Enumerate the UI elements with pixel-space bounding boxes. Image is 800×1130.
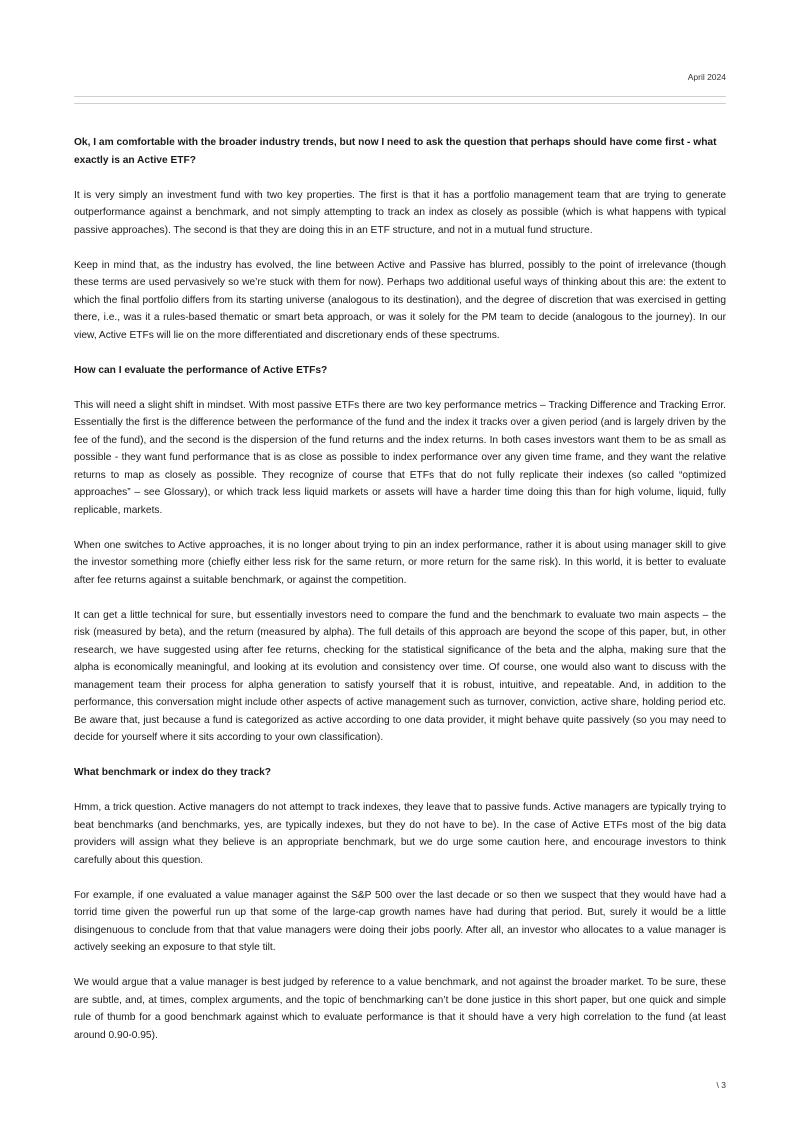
paragraph: For example, if one evaluated a value manager against the S&P 500 over the last decade or so then we suspect that they would have had a torrid time given the powerful run up that some of the large-cap growth names have had during that period. But, surely it would be a little disingenuous to conclude from that that value managers were doing their jobs poorly. After all, an investor who allocates to a value manager is actively seeking an exposure to that style tilt.: [74, 889, 726, 953]
paragraph: Hmm, a trick question. Active managers do not attempt to track indexes, they leave that to passive funds. Active managers are typically trying to beat benchmarks (and benchmarks, yes, are typically indexes, but they do not have to be). In the case of Active ETFs most of the big data providers will assign what they believe is an appropriate benchmark, but we do urge some caution here, and encourage investors to think carefully about this question.: [74, 802, 726, 866]
question-heading-benchmark: What benchmark or index do they track?: [74, 767, 271, 778]
header-date: April 2024: [687, 72, 726, 82]
question-heading-performance: How can I evaluate the performance of Active ETFs?: [74, 364, 328, 376]
paragraph: It is very simply an investment fund with two key properties. The first is that it has a portfolio management team that are trying to generate outperformance against a benchmark, and not simply attempting to track an index as closely as possible (which is what happens with typical passive approaches). The second is that they are doing this in an ETF structure, and not in a mutual fund structure.: [74, 189, 726, 236]
question-heading-active-etf: Ok, I am comfortable with the broader industry trends, but now I need to ask the question that perhaps should have come first - what exactly is an Active ETF?: [74, 137, 717, 166]
paragraph: It can get a little technical for sure, but essentially investors need to compare the fund and the benchmark to evaluate two main aspects – the risk (measured by beta), and the return (measured by alpha). The full details of this approach are beyond the scope of this paper, but, in other research, we have suggested using after fee returns, checking for the statistical significance of the beta and the alpha, making sure that the alpha is economically meaningful, and looking at its evolution and consistency over time. Of course, one would also want to discuss with the management team their process for alpha generation to satisfy yourself that it is robust, intuitive, and repeatable. And, in addition to the performance, this conversation might include other aspects of active management such as turnover, conviction, active share, holding period etc. Be aware that, just because a fund is categorized as active according to one data provider, it might behave quite passively (so you may need to decide for yourself where it sits according to your own classification).: [74, 609, 726, 743]
paragraph: When one switches to Active approaches, it is no longer about trying to pin an index performance, rather it is about using manager skill to give the investor something more (chiefly either less risk for the same return, or more return for the same risk). In this world, it is better to evaluate after fee returns against a suitable benchmark, or against the competition.: [74, 539, 726, 586]
paragraph: We would argue that a value manager is best judged by reference to a value benchmark, and not against the broader market. To be sure, these are subtle, and, at times, complex arguments, and the topic of benchmarking can’t be done justice in this short paper, but one quick and simple rule of thumb for a good benchmark against which to evaluate performance is that it should have a very high correlation to the fund (at least around 0.90-0.95).: [74, 977, 726, 1041]
header-rule-bottom: [74, 103, 726, 104]
header-rule-top: [74, 96, 726, 97]
paragraph: This will need a slight shift in mindset. With most passive ETFs there are two key performance metrics – Tracking Difference and Tracking Error. Essentially the first is the difference between the performance of the fund and the index it tracks over a given period (and is largely driven by the fee of the fund), and the second is the dispersion of the fund returns and the index returns. In both cases investors want them to be as small as possible - they want fund performance that is as close as possible to index performance over any given time frame, and they want the relative returns to map as closely as possible. They recognize of course that ETFs that do not fully replicate their indexes (so called “optimized approaches” – see Glossary), or which track less liquid markets or assets will have a harder time doing this than for high volume, liquid, fully replicable, markets.: [74, 399, 726, 516]
page-number: \ 3: [716, 1080, 726, 1090]
paragraph: Keep in mind that, as the industry has evolved, the line between Active and Passive has blurred, possibly to the point of irrelevance (though these terms are used pervasively so we’re stuck with them for now). Perhaps two additional useful ways of thinking about this are: the extent to which the final portfolio differs from its starting universe (analogous to its destination), and the degree of discretion that was exercised in getting there, i.e., was it a rules-based thematic or smart beta approach, or was it solely for the PM team to decide (analogous to the journey). In our view, Active ETFs will lie on the more differentiated and discretionary ends of these spectrums.: [74, 259, 726, 341]
body-content: [74, 134, 726, 1062]
